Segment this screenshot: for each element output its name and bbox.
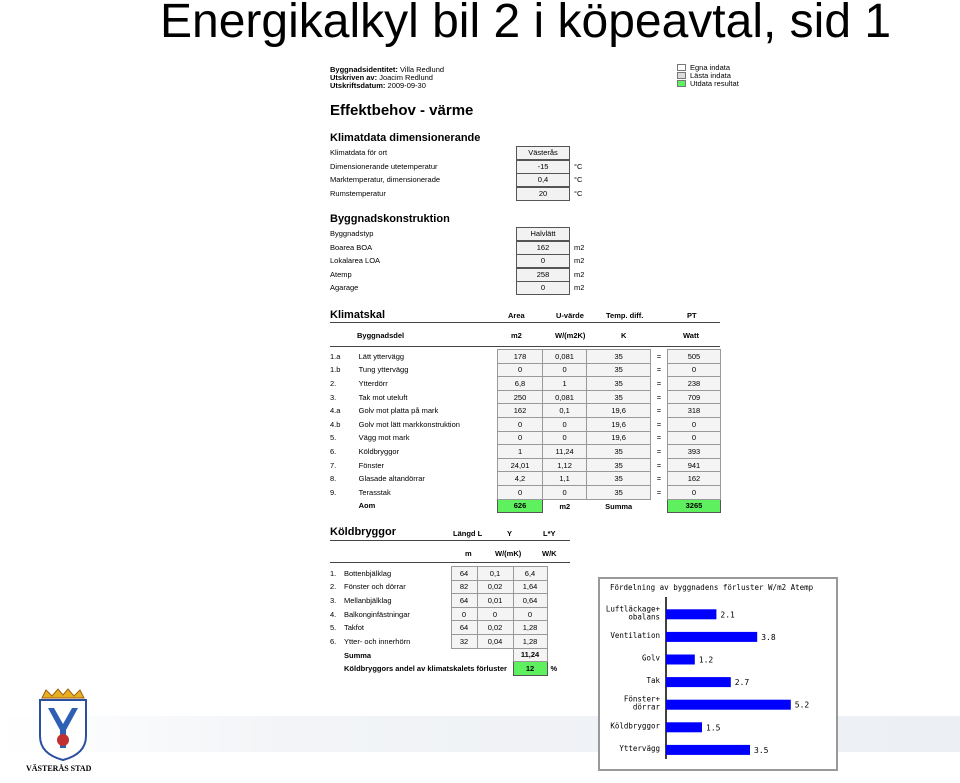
klimatskal-cell-pt: 238 [667, 377, 720, 391]
klimatskal-cell-pt: 393 [667, 445, 720, 459]
klimatskal-cell-eq: = [656, 392, 662, 402]
klimatskal-row [327, 458, 721, 472]
bygg-row-label: Agarage [330, 283, 359, 293]
klimatskal-cell-u[interactable]: 1,1 [542, 472, 587, 486]
divider [330, 322, 720, 323]
kold-cell-l[interactable]: 64 [451, 621, 477, 635]
klimatskal-cell-pt: 505 [667, 350, 720, 364]
kold-heading: Köldbryggor [330, 526, 396, 538]
chart-bar [666, 745, 750, 755]
sum-pt: 3265 [667, 499, 720, 513]
klimatskal-cell-area[interactable]: 24,01 [498, 458, 543, 472]
bygg-row-label: Boarea BOA [330, 242, 373, 252]
klimatskal-cell-eq: = [656, 446, 662, 456]
kold-row [327, 594, 587, 608]
klimatskal-cell-area[interactable]: 0 [498, 363, 543, 377]
kold-sum-value: 11,24 [513, 648, 547, 662]
klimatskal-cell-n: 1.b [330, 365, 341, 375]
klimatskal-cell-eq: = [656, 351, 662, 361]
klimatskal-cell-eq: = [656, 406, 662, 416]
klimatskal-cell-t[interactable]: 35 [587, 458, 651, 472]
chart-category-label: Golv [641, 653, 660, 663]
meta-id: Byggnadsidentitet: Villa Redlund [330, 65, 445, 74]
klimatskal-row [327, 431, 721, 445]
bygg-row-unit: m2 [574, 283, 585, 293]
kold-cell-n: 1. [330, 568, 337, 578]
legend-label: Egna indata [690, 62, 731, 72]
kold-sub-l: m [465, 549, 472, 558]
klimatskal-cell-area[interactable]: 4,2 [498, 472, 543, 486]
kold-sub-y: W/(mK) [495, 549, 522, 558]
klim-row-unit: °C [574, 188, 583, 198]
chart-bar [666, 632, 757, 642]
klimatskal-row [327, 363, 721, 377]
klimatskal-cell-t[interactable]: 19,6 [587, 404, 651, 418]
kold-cell-n: 3. [330, 595, 337, 605]
klim-row-label: Dimensionerande utetemperatur [330, 161, 438, 171]
klimatskal-cell-u[interactable]: 0,1 [542, 404, 587, 418]
klimatskal-cell-eq: = [656, 365, 662, 375]
kold-cell-y[interactable]: 0 [477, 607, 513, 621]
meta-date: Utskriftsdatum: 2009-09-30 [330, 81, 426, 90]
klimatskal-cell-name: Tung yttervägg [358, 365, 409, 375]
klimatskal-cell-eq: = [656, 487, 662, 497]
chart-category-label: Ventilation [610, 630, 660, 640]
col-pt: PT [687, 311, 697, 320]
kold-cell-ly: 1,28 [513, 634, 547, 648]
legend [677, 63, 739, 87]
klimatskal-cell-name: Köldbryggor [358, 446, 400, 456]
klim-row-label: Marktemperatur, dimensionerade [330, 175, 441, 185]
klimatskal-cell-pt: 162 [667, 472, 720, 486]
chart-value-label: 5.2 [794, 700, 810, 710]
klimatskal-cell-pt: 709 [667, 390, 720, 404]
kold-cell-l[interactable]: 82 [451, 580, 477, 594]
effekt-heading: Effektbehov - värme [330, 102, 474, 119]
klimatskal-cell-area[interactable]: 0 [498, 431, 543, 445]
klimatskal-cell-eq: = [656, 474, 662, 484]
klimatskal-cell-n: 3. [330, 392, 337, 402]
kold-cell-n: 2. [330, 582, 337, 592]
klimat-heading: Klimatdata dimensionerande [330, 132, 481, 144]
klimatskal-sum-row [327, 499, 721, 513]
kold-cell-ly: 6,4 [513, 567, 547, 581]
kold-row [327, 607, 587, 621]
kold-cell-name: Bottenbjälklag [344, 568, 392, 578]
klim-row-value[interactable]: -15 [516, 160, 570, 174]
klimatskal-cell-u[interactable]: 0 [542, 431, 587, 445]
sum-text: Summa [605, 501, 633, 511]
klimatskal-cell-u[interactable]: 0,081 [542, 390, 587, 404]
divider [330, 540, 570, 541]
chart-bar [666, 700, 791, 710]
klimatskal-cell-area[interactable]: 6,8 [498, 377, 543, 391]
klimatskal-cell-t[interactable]: 35 [587, 485, 651, 499]
klimatskal-row [327, 472, 721, 486]
klimatskal-cell-name: Golv mot platta på mark [358, 406, 439, 416]
klimatskal-row [327, 404, 721, 418]
chart-category-label: obalans [628, 612, 660, 622]
klimatskal-heading: Klimatskal [330, 309, 386, 321]
kold-cell-l[interactable]: 64 [451, 594, 477, 608]
klimatskal-cell-t[interactable]: 19,6 [587, 431, 651, 445]
bygg-row-label: Lokalarea LOA [330, 256, 381, 266]
kold-share-row [327, 662, 587, 676]
klimatskal-cell-n: 5. [330, 433, 337, 443]
bygg-row-value[interactable]: 0 [516, 254, 570, 268]
kold-share-value: 12 [513, 662, 547, 676]
chart-bar [666, 722, 702, 732]
kold-cell-name: Balkonginfästningar [344, 609, 410, 619]
chart-svg [600, 579, 836, 769]
klimatskal-cell-t[interactable]: 35 [587, 472, 651, 486]
legend-swatch [677, 80, 686, 87]
kold-cell-n: 4. [330, 609, 337, 619]
klimatskal-cell-u[interactable]: 1 [542, 377, 587, 391]
klimatskal-cell-eq: = [656, 419, 662, 429]
bygg-row-unit: m2 [574, 242, 585, 252]
kold-table [327, 566, 587, 676]
legend-label: Utdata resultat [690, 78, 739, 88]
sum-label: Aom [358, 501, 376, 511]
sub-temp: K [621, 331, 627, 340]
divider [330, 562, 570, 563]
klimatskal-cell-area[interactable]: 0 [498, 417, 543, 431]
logo-text: VÄSTERÅS STAD [26, 764, 92, 773]
klim-row-unit: °C [574, 161, 583, 171]
bygg-row-value[interactable]: Halvlätt [516, 227, 570, 241]
klimatskal-cell-n: 8. [330, 474, 337, 484]
chart-value-label: 2.1 [720, 610, 735, 620]
klimatskal-cell-t[interactable]: 35 [587, 363, 651, 377]
chart-category-label: Yttervägg [619, 743, 660, 753]
klimatskal-table [327, 349, 721, 513]
klimatskal-cell-name: Golv mot lätt markkonstruktion [358, 419, 460, 429]
kold-share-label: Köldbryggors andel av klimatskalets förluster [344, 663, 507, 673]
klimatskal-cell-eq: = [656, 460, 662, 470]
col-area: Area [508, 311, 525, 320]
klim-row-value[interactable]: Västerås [516, 146, 570, 160]
kold-cell-l[interactable]: 64 [451, 567, 477, 581]
kold-cell-name: Mellanbjälklag [344, 595, 392, 605]
chart-bar [666, 655, 695, 665]
legend-label: Lästa indata [690, 70, 731, 80]
bygg-row-unit: m2 [574, 269, 585, 279]
chart-title: Fördelning av byggnadens förluster W/m2 Atemp [610, 583, 814, 592]
kold-cell-y[interactable]: 0,04 [477, 634, 513, 648]
klimatskal-cell-t[interactable]: 35 [587, 390, 651, 404]
kold-col-y: Y [507, 529, 513, 538]
klimatskal-row [327, 390, 721, 404]
sub-area: m2 [511, 331, 522, 340]
chart-bar [666, 609, 716, 619]
chart-category-label: Fönster+ [623, 694, 660, 704]
klimatskal-cell-eq: = [656, 433, 662, 443]
vasteras-logo [28, 688, 98, 778]
kold-cell-n: 5. [330, 623, 337, 633]
kold-cell-name: Takfot [344, 623, 365, 633]
legend-item [677, 79, 739, 87]
bygg-row-value[interactable]: 162 [516, 241, 570, 255]
kold-row [327, 634, 587, 648]
klimatskal-cell-name: Tak mot uteluft [358, 392, 408, 402]
klimatskal-cell-pt: 0 [667, 417, 720, 431]
klimatskal-cell-u[interactable]: 0 [542, 363, 587, 377]
klimatskal-cell-pt: 941 [667, 458, 720, 472]
kold-sum-label: Summa [344, 650, 372, 660]
legend-swatch [677, 64, 686, 71]
klimatskal-cell-area[interactable]: 0 [498, 485, 543, 499]
kold-cell-l[interactable]: 32 [451, 634, 477, 648]
klimatskal-cell-n: 2. [330, 378, 337, 388]
klimatskal-cell-u[interactable]: 0,081 [542, 350, 587, 364]
klimatskal-cell-n: 7. [330, 460, 337, 470]
klim-row-label: Rumstemperatur [330, 188, 386, 198]
klimatskal-cell-t[interactable]: 19,6 [587, 417, 651, 431]
sub-u: W/(m2K) [555, 331, 586, 340]
chart-category-label: dörrar [632, 702, 660, 712]
klimatskal-cell-n: 4.a [330, 406, 341, 416]
kold-cell-ly: 0,64 [513, 594, 547, 608]
klimatskal-cell-pt: 0 [667, 485, 720, 499]
chart-value-label: 3.5 [754, 745, 769, 755]
klimatskal-cell-pt: 318 [667, 404, 720, 418]
kold-sub-ly: W/K [542, 549, 557, 558]
klimatskal-cell-area[interactable]: 250 [498, 390, 543, 404]
kold-col-l: Längd L [453, 529, 483, 538]
kold-cell-ly: 1,64 [513, 580, 547, 594]
chart-category-label: Tak [646, 676, 660, 686]
klimatskal-cell-t[interactable]: 35 [587, 350, 651, 364]
kold-row [327, 567, 587, 581]
chart-value-label: 1.2 [698, 655, 714, 665]
klimatskal-row [327, 445, 721, 459]
klimatskal-row [327, 417, 721, 431]
klimatskal-cell-n: 4.b [330, 419, 341, 429]
klimatskal-cell-u[interactable]: 0 [542, 485, 587, 499]
chart-category-label: Köldbryggor [610, 721, 660, 731]
bygg-row-value[interactable]: 258 [516, 268, 570, 282]
divider [330, 346, 720, 347]
sum-unit: m2 [559, 501, 571, 511]
klimatskal-cell-u[interactable]: 0 [542, 417, 587, 431]
kold-cell-l[interactable]: 0 [451, 607, 477, 621]
sub-pt: Watt [683, 331, 699, 340]
page-title: Energikalkyl bil 2 i köpeavtal, sid 1 [160, 0, 892, 48]
klimatskal-cell-t[interactable]: 35 [587, 445, 651, 459]
chart-bar [666, 677, 731, 687]
kold-cell-y[interactable]: 0,02 [477, 580, 513, 594]
kold-cell-y[interactable]: 0,1 [477, 567, 513, 581]
klimatskal-cell-name: Fönster [358, 460, 385, 470]
klimatskal-cell-n: 9. [330, 487, 337, 497]
klimatskal-cell-name: Vägg mot mark [358, 433, 410, 443]
klimatskal-cell-name: Lätt yttervägg [358, 351, 405, 361]
klimatskal-cell-pt: 0 [667, 363, 720, 377]
klimatskal-cell-area[interactable]: 162 [498, 404, 543, 418]
meta-by: Utskriven av: Joacim Redlund [330, 73, 433, 82]
kold-col-ly: L*Y [543, 529, 556, 538]
klimatskal-row [327, 377, 721, 391]
klimatskal-cell-eq: = [656, 378, 662, 388]
col-temp: Temp. diff. [606, 311, 644, 320]
sum-area: 626 [498, 499, 543, 513]
legend-swatch [677, 72, 686, 79]
klimatskal-cell-u[interactable]: 1,12 [542, 458, 587, 472]
klimatskal-cell-t[interactable]: 35 [587, 377, 651, 391]
kold-cell-n: 6. [330, 636, 337, 646]
klimatskal-cell-area[interactable]: 178 [498, 350, 543, 364]
klimatskal-cell-n: 1.a [330, 351, 341, 361]
col-u: U-värde [556, 311, 584, 320]
kold-share-unit: % [550, 663, 558, 673]
kold-cell-name: Fönster och dörrar [344, 582, 406, 592]
klim-row-value[interactable]: 20 [516, 187, 570, 201]
kold-cell-ly: 1,28 [513, 621, 547, 635]
chart-value-label: 3.8 [761, 632, 776, 642]
klim-row-unit: °C [574, 175, 583, 185]
klimatskal-row [327, 485, 721, 499]
kold-row [327, 621, 587, 635]
bygg-row-unit: m2 [574, 256, 585, 266]
bygg-heading: Byggnadskonstruktion [330, 213, 450, 225]
kold-cell-ly: 0 [513, 607, 547, 621]
klimatskal-cell-n: 6. [330, 446, 337, 456]
kold-cell-name: Ytter- och innerhörn [344, 636, 411, 646]
sub-part: Byggnadsdel [357, 331, 405, 340]
kold-sum-row [327, 648, 587, 662]
chart-value-label: 2.7 [734, 678, 750, 688]
klim-row-label: Klimatdata för ort [330, 148, 388, 157]
kold-cell-y[interactable]: 0,02 [477, 621, 513, 635]
klim-row-value[interactable]: 0,4 [516, 173, 570, 187]
chart-value-label: 1.5 [706, 723, 721, 733]
kold-row [327, 580, 587, 594]
bygg-row-label: Byggnadstyp [330, 229, 374, 238]
kold-cell-y[interactable]: 0,01 [477, 594, 513, 608]
klimatskal-cell-name: Terasstak [358, 487, 391, 497]
bygg-row-value[interactable]: 0 [516, 281, 570, 295]
chart-category-label: Luftläckage+ [605, 604, 660, 614]
klimatskal-row [327, 350, 721, 364]
klimatskal-cell-pt: 0 [667, 431, 720, 445]
klimatskal-cell-u[interactable]: 11,24 [542, 445, 587, 459]
klimatskal-cell-area[interactable]: 1 [498, 445, 543, 459]
bygg-row-label: Atemp [330, 269, 352, 279]
klimatskal-cell-name: Glasade altandörrar [358, 474, 425, 484]
loss-chart [598, 577, 838, 771]
klimatskal-cell-name: Ytterdörr [358, 378, 388, 388]
